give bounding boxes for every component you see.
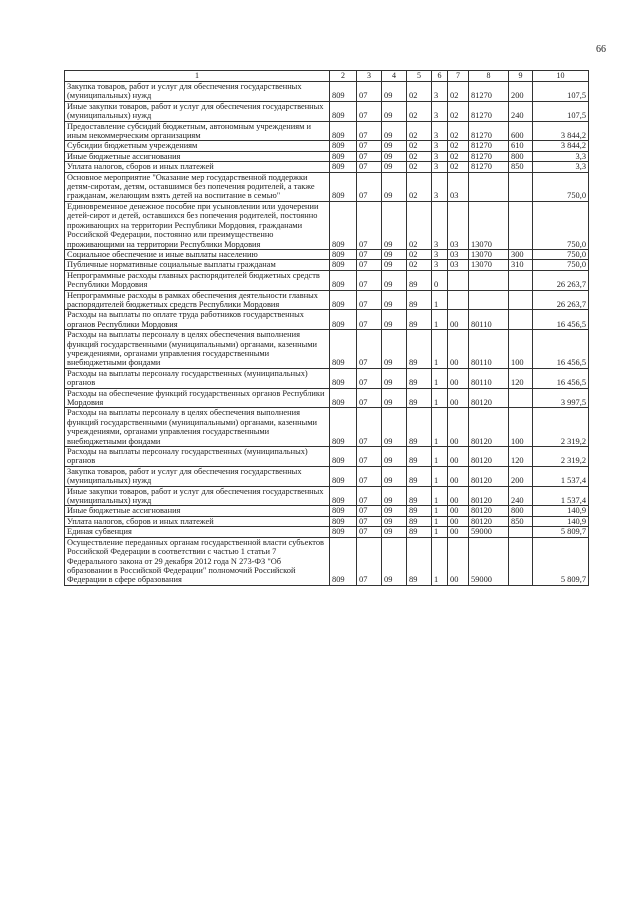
table-row [65, 447, 589, 467]
cell-subprogram: 3 [432, 162, 448, 172]
cell-section: 07 [357, 388, 382, 408]
cell-subsection: 09 [382, 270, 407, 290]
row-name: Расходы на выплаты по оплате труда работников государственных органов Республики Мордовия [65, 310, 330, 330]
table-row [65, 537, 589, 585]
cell-program: 89 [407, 537, 432, 585]
cell-subprogram: 1 [432, 330, 448, 369]
cell-direction: 80120 [469, 388, 509, 408]
cell-activity: 03 [448, 260, 469, 270]
cell-subsection: 09 [382, 310, 407, 330]
cell-program: 02 [407, 101, 432, 121]
cell-section: 07 [357, 101, 382, 121]
cell-activity: 00 [448, 506, 469, 516]
cell-amount: 750,0 [533, 172, 589, 201]
cell-amount: 140,9 [533, 506, 589, 516]
cell-activity: 02 [448, 151, 469, 161]
table-row [65, 486, 589, 506]
cell-ministry: 809 [330, 101, 357, 121]
cell-program: 02 [407, 151, 432, 161]
cell-amount: 5 809,7 [533, 537, 589, 585]
cell-program: 89 [407, 388, 432, 408]
cell-direction: 81270 [469, 162, 509, 172]
cell-expense-type: 300 [509, 249, 533, 259]
table-row [65, 330, 589, 369]
cell-subsection: 09 [382, 172, 407, 201]
cell-subsection: 09 [382, 82, 407, 102]
cell-ministry: 809 [330, 172, 357, 201]
cell-activity: 00 [448, 330, 469, 369]
cell-activity: 02 [448, 101, 469, 121]
cell-subprogram: 0 [432, 270, 448, 290]
cell-program: 89 [407, 506, 432, 516]
row-name: Иные бюджетные ассигнования [65, 151, 330, 161]
row-name: Расходы на выплаты персоналу в целях обеспечения выполнения функций государственными (муниципальными) органами, казенными учреждениями, органами управления государственными внебюджетными фондами [65, 408, 330, 447]
cell-direction: 80120 [469, 486, 509, 506]
cell-expense-type [509, 537, 533, 585]
cell-section: 07 [357, 249, 382, 259]
table-row [65, 466, 589, 486]
row-name: Расходы на выплаты персоналу государственных (муниципальных) органов [65, 447, 330, 467]
cell-amount: 1 537,4 [533, 466, 589, 486]
cell-expense-type: 850 [509, 162, 533, 172]
cell-direction: 81270 [469, 151, 509, 161]
cell-ministry: 809 [330, 162, 357, 172]
row-name: Единовременное денежное пособие при усыновлении или удочерении детей-сирот и детей, оставшихся без попечения родителей, постоянно проживающих на территории Республики Мордовия, гражданами Российской Федерации, постоянно или преимущественно проживающими на территории Республики Мордовия [65, 201, 330, 249]
cell-ministry: 809 [330, 527, 357, 537]
cell-program: 89 [407, 310, 432, 330]
cell-subsection: 09 [382, 330, 407, 369]
cell-ministry: 809 [330, 486, 357, 506]
cell-subprogram: 1 [432, 486, 448, 506]
cell-subprogram: 1 [432, 466, 448, 486]
row-name: Единая субвенция [65, 527, 330, 537]
cell-ministry: 809 [330, 388, 357, 408]
cell-program: 02 [407, 141, 432, 151]
cell-section: 07 [357, 141, 382, 151]
cell-subsection: 09 [382, 121, 407, 141]
cell-amount: 3 844,2 [533, 141, 589, 151]
cell-direction: 80110 [469, 330, 509, 369]
cell-program: 89 [407, 447, 432, 467]
cell-subprogram: 1 [432, 506, 448, 516]
cell-program: 89 [407, 290, 432, 310]
cell-direction: 81270 [469, 141, 509, 151]
cell-program: 02 [407, 172, 432, 201]
cell-ministry: 809 [330, 201, 357, 249]
cell-subsection: 09 [382, 466, 407, 486]
cell-program: 89 [407, 408, 432, 447]
row-name: Субсидии бюджетным учреждениям [65, 141, 330, 151]
cell-amount: 26 263,7 [533, 270, 589, 290]
cell-section: 07 [357, 447, 382, 467]
table-row [65, 201, 589, 249]
cell-activity: 00 [448, 486, 469, 506]
cell-subsection: 09 [382, 388, 407, 408]
cell-direction [469, 172, 509, 201]
cell-ministry: 809 [330, 447, 357, 467]
cell-expense-type [509, 310, 533, 330]
row-name: Осуществление переданных органам государственной власти субъектов Российской Федерации в соответствии с частью 1 статьи 7 Федерального закона от 29 декабря 2012 года N 273-ФЗ "Об образовании в Российской Федерации" полномочий Российской Федерации в сфере образования [65, 537, 330, 585]
cell-amount: 107,5 [533, 101, 589, 121]
row-name: Публичные нормативные социальные выплаты гражданам [65, 260, 330, 270]
cell-activity: 03 [448, 201, 469, 249]
table-row [65, 290, 589, 310]
cell-subsection: 09 [382, 101, 407, 121]
header-row [65, 71, 589, 82]
cell-section: 07 [357, 330, 382, 369]
cell-section: 07 [357, 82, 382, 102]
cell-expense-type: 610 [509, 141, 533, 151]
cell-ministry: 809 [330, 151, 357, 161]
cell-expense-type [509, 290, 533, 310]
row-name: Расходы на выплаты персоналу в целях обеспечения выполнения функций государственными (муниципальными) органами, казенными учреждениями, органами управления государственными внебюджетными фондами [65, 330, 330, 369]
cell-amount: 26 263,7 [533, 290, 589, 310]
cell-expense-type [509, 527, 533, 537]
cell-expense-type: 240 [509, 101, 533, 121]
cell-expense-type: 120 [509, 368, 533, 388]
cell-subprogram: 1 [432, 388, 448, 408]
cell-subsection: 09 [382, 141, 407, 151]
cell-ministry: 809 [330, 82, 357, 102]
cell-subsection: 09 [382, 537, 407, 585]
cell-activity: 00 [448, 368, 469, 388]
cell-section: 07 [357, 486, 382, 506]
cell-subprogram: 3 [432, 82, 448, 102]
cell-amount: 750,0 [533, 260, 589, 270]
cell-expense-type [509, 172, 533, 201]
column-header: 6 [432, 71, 448, 82]
cell-program: 89 [407, 330, 432, 369]
row-name: Иные закупки товаров, работ и услуг для обеспечения государственных (муниципальных) нужд [65, 486, 330, 506]
column-header: 1 [65, 71, 330, 82]
cell-program: 02 [407, 82, 432, 102]
page-number: 66 [596, 44, 606, 55]
table-row [65, 101, 589, 121]
cell-section: 07 [357, 290, 382, 310]
cell-ministry: 809 [330, 270, 357, 290]
cell-expense-type: 200 [509, 466, 533, 486]
cell-ministry: 809 [330, 141, 357, 151]
cell-expense-type: 120 [509, 447, 533, 467]
cell-direction: 80120 [469, 447, 509, 467]
table-row [65, 249, 589, 259]
cell-subprogram: 3 [432, 249, 448, 259]
table-body [65, 82, 589, 586]
cell-subsection: 09 [382, 151, 407, 161]
cell-section: 07 [357, 516, 382, 526]
cell-ministry: 809 [330, 516, 357, 526]
cell-ministry: 809 [330, 290, 357, 310]
cell-section: 07 [357, 368, 382, 388]
cell-subsection: 09 [382, 249, 407, 259]
cell-subprogram: 1 [432, 537, 448, 585]
cell-direction [469, 270, 509, 290]
cell-program: 89 [407, 486, 432, 506]
cell-subsection: 09 [382, 486, 407, 506]
table-row [65, 141, 589, 151]
column-header: 9 [509, 71, 533, 82]
cell-amount: 1 537,4 [533, 486, 589, 506]
cell-ministry: 809 [330, 310, 357, 330]
budget-table [64, 70, 589, 586]
row-name: Предоставление субсидий бюджетным, автономным учреждениям и иным некоммерческим организациям [65, 121, 330, 141]
column-header: 10 [533, 71, 589, 82]
cell-activity [448, 270, 469, 290]
cell-amount: 107,5 [533, 82, 589, 102]
cell-program: 89 [407, 368, 432, 388]
cell-amount: 2 319,2 [533, 447, 589, 467]
cell-program: 89 [407, 516, 432, 526]
row-name: Социальное обеспечение и иные выплаты населению [65, 249, 330, 259]
cell-amount: 16 456,5 [533, 310, 589, 330]
cell-direction: 81270 [469, 101, 509, 121]
table-row [65, 310, 589, 330]
row-name: Закупка товаров, работ и услуг для обеспечения государственных (муниципальных) нужд [65, 466, 330, 486]
cell-activity: 00 [448, 447, 469, 467]
cell-expense-type: 240 [509, 486, 533, 506]
cell-ministry: 809 [330, 408, 357, 447]
cell-subprogram: 1 [432, 310, 448, 330]
cell-amount: 3 997,5 [533, 388, 589, 408]
cell-subprogram: 3 [432, 172, 448, 201]
cell-direction: 80110 [469, 368, 509, 388]
cell-activity: 00 [448, 537, 469, 585]
column-header: 3 [357, 71, 382, 82]
column-header: 7 [448, 71, 469, 82]
table-row [65, 408, 589, 447]
cell-amount: 140,9 [533, 516, 589, 526]
column-header: 8 [469, 71, 509, 82]
row-name: Уплата налогов, сборов и иных платежей [65, 516, 330, 526]
cell-amount: 16 456,5 [533, 330, 589, 369]
cell-activity: 02 [448, 162, 469, 172]
cell-subprogram: 1 [432, 527, 448, 537]
cell-ministry: 809 [330, 466, 357, 486]
cell-subprogram: 1 [432, 408, 448, 447]
cell-subsection: 09 [382, 516, 407, 526]
row-name: Уплата налогов, сборов и иных платежей [65, 162, 330, 172]
cell-direction: 13070 [469, 249, 509, 259]
row-name: Основное мероприятие "Оказание мер государственной поддержки детям-сиротам, детям, оставшимся без попечения родителей, а также гражданам, желающим взять детей на воспитание в семью" [65, 172, 330, 201]
cell-amount: 750,0 [533, 201, 589, 249]
cell-subprogram: 1 [432, 290, 448, 310]
cell-ministry: 809 [330, 537, 357, 585]
column-header: 4 [382, 71, 407, 82]
cell-subprogram: 3 [432, 260, 448, 270]
cell-section: 07 [357, 537, 382, 585]
cell-ministry: 809 [330, 506, 357, 516]
table-row [65, 527, 589, 537]
cell-amount: 16 456,5 [533, 368, 589, 388]
cell-activity: 03 [448, 249, 469, 259]
cell-expense-type: 800 [509, 151, 533, 161]
row-name: Иные бюджетные ассигнования [65, 506, 330, 516]
cell-subsection: 09 [382, 368, 407, 388]
cell-expense-type [509, 201, 533, 249]
table-row [65, 516, 589, 526]
table-row [65, 151, 589, 161]
cell-amount: 2 319,2 [533, 408, 589, 447]
cell-direction: 13070 [469, 260, 509, 270]
cell-expense-type: 600 [509, 121, 533, 141]
cell-activity: 00 [448, 527, 469, 537]
cell-subprogram: 3 [432, 101, 448, 121]
cell-activity: 02 [448, 141, 469, 151]
row-name: Расходы на обеспечение функций государственных органов Республики Мордовия [65, 388, 330, 408]
cell-direction: 13070 [469, 201, 509, 249]
cell-section: 07 [357, 201, 382, 249]
cell-expense-type: 100 [509, 330, 533, 369]
cell-subprogram: 3 [432, 121, 448, 141]
cell-subprogram: 1 [432, 368, 448, 388]
cell-ministry: 809 [330, 368, 357, 388]
cell-activity: 00 [448, 388, 469, 408]
cell-section: 07 [357, 506, 382, 516]
table-row [65, 506, 589, 516]
table-row [65, 121, 589, 141]
table-row [65, 260, 589, 270]
column-header: 5 [407, 71, 432, 82]
cell-section: 07 [357, 121, 382, 141]
cell-expense-type: 800 [509, 506, 533, 516]
cell-amount: 3,3 [533, 162, 589, 172]
cell-subsection: 09 [382, 408, 407, 447]
cell-direction: 80120 [469, 408, 509, 447]
cell-activity: 02 [448, 121, 469, 141]
cell-activity: 02 [448, 82, 469, 102]
cell-expense-type [509, 388, 533, 408]
table-row [65, 368, 589, 388]
cell-section: 07 [357, 162, 382, 172]
cell-expense-type: 850 [509, 516, 533, 526]
cell-direction: 80120 [469, 506, 509, 516]
cell-section: 07 [357, 151, 382, 161]
cell-ministry: 809 [330, 121, 357, 141]
cell-expense-type: 100 [509, 408, 533, 447]
cell-direction: 59000 [469, 527, 509, 537]
cell-activity: 00 [448, 466, 469, 486]
cell-amount: 3 844,2 [533, 121, 589, 141]
cell-activity: 00 [448, 408, 469, 447]
cell-subsection: 09 [382, 447, 407, 467]
cell-direction: 59000 [469, 537, 509, 585]
cell-activity: 00 [448, 310, 469, 330]
row-name: Закупка товаров, работ и услуг для обеспечения государственных (муниципальных) нужд [65, 82, 330, 102]
cell-ministry: 809 [330, 330, 357, 369]
cell-subprogram: 3 [432, 151, 448, 161]
cell-ministry: 809 [330, 260, 357, 270]
cell-program: 89 [407, 466, 432, 486]
row-name: Иные закупки товаров, работ и услуг для обеспечения государственных (муниципальных) нужд [65, 101, 330, 121]
cell-ministry: 809 [330, 249, 357, 259]
cell-subsection: 09 [382, 290, 407, 310]
cell-activity [448, 290, 469, 310]
cell-subsection: 09 [382, 506, 407, 516]
row-name: Расходы на выплаты персоналу государственных (муниципальных) органов [65, 368, 330, 388]
cell-amount: 750,0 [533, 249, 589, 259]
cell-program: 02 [407, 121, 432, 141]
table-row [65, 388, 589, 408]
cell-program: 02 [407, 260, 432, 270]
cell-program: 02 [407, 162, 432, 172]
cell-expense-type: 310 [509, 260, 533, 270]
cell-activity: 00 [448, 516, 469, 526]
cell-section: 07 [357, 310, 382, 330]
row-name: Непрограммные расходы главных распорядителей бюджетных средств Республики Мордовия [65, 270, 330, 290]
cell-subsection: 09 [382, 260, 407, 270]
cell-section: 07 [357, 527, 382, 537]
cell-activity: 03 [448, 172, 469, 201]
cell-subprogram: 1 [432, 516, 448, 526]
cell-direction: 80120 [469, 516, 509, 526]
cell-direction: 81270 [469, 82, 509, 102]
cell-section: 07 [357, 270, 382, 290]
cell-amount: 5 809,7 [533, 527, 589, 537]
cell-program: 89 [407, 270, 432, 290]
cell-amount: 3,3 [533, 151, 589, 161]
column-header: 2 [330, 71, 357, 82]
cell-expense-type: 200 [509, 82, 533, 102]
table-row [65, 162, 589, 172]
cell-section: 07 [357, 172, 382, 201]
cell-section: 07 [357, 466, 382, 486]
cell-section: 07 [357, 260, 382, 270]
cell-subsection: 09 [382, 201, 407, 249]
row-name: Непрограммные расходы в рамках обеспечения деятельности главных распорядителей бюджетных средств Республики Мордовия [65, 290, 330, 310]
table-row [65, 270, 589, 290]
cell-direction: 80110 [469, 310, 509, 330]
cell-subsection: 09 [382, 162, 407, 172]
cell-expense-type [509, 270, 533, 290]
cell-program: 89 [407, 527, 432, 537]
cell-subprogram: 1 [432, 447, 448, 467]
cell-subprogram: 3 [432, 141, 448, 151]
cell-subsection: 09 [382, 527, 407, 537]
cell-direction [469, 290, 509, 310]
table-row [65, 82, 589, 102]
cell-direction: 80120 [469, 466, 509, 486]
cell-section: 07 [357, 408, 382, 447]
cell-program: 02 [407, 249, 432, 259]
table-row [65, 172, 589, 201]
cell-subprogram: 3 [432, 201, 448, 249]
cell-direction: 81270 [469, 121, 509, 141]
cell-program: 02 [407, 201, 432, 249]
